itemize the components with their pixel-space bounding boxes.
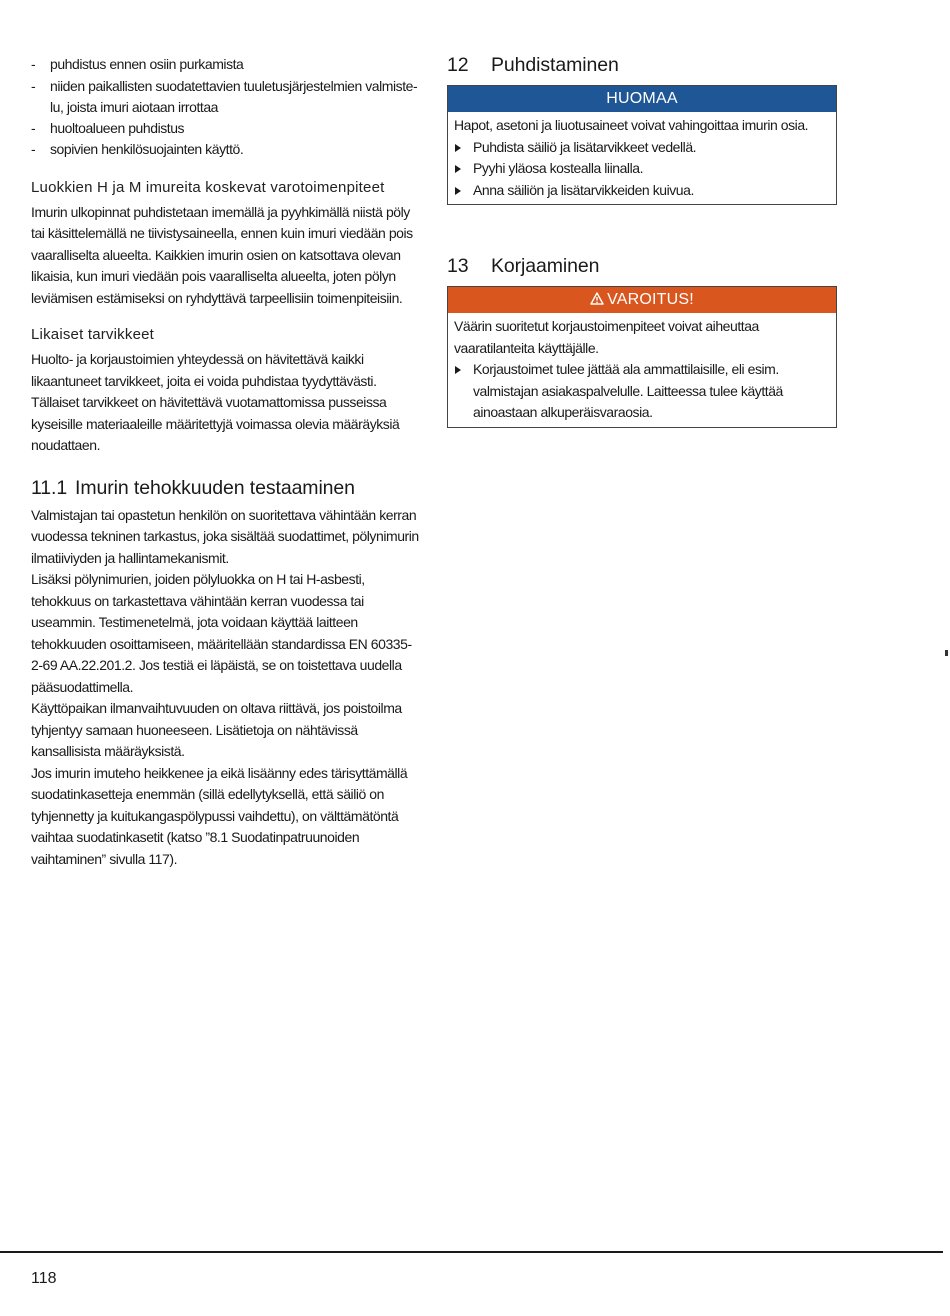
subheading-precautions: Luokkien H ja M imureita koskevat varotoimenpiteet <box>31 178 385 196</box>
list-item <box>454 137 830 159</box>
triangle-bullet-icon <box>455 144 461 152</box>
triangle-bullet-icon <box>455 165 461 173</box>
warning-triangle-icon <box>590 292 604 305</box>
warning-box <box>447 286 837 428</box>
section-number: 11.1 <box>31 476 68 499</box>
note-text: Hapot, asetoni ja liuotusaineet voivat vahingoittaa imurin osia. <box>454 117 809 133</box>
list-item: - puhdistus ennen osiin purkamista <box>31 54 421 76</box>
list-item <box>454 158 830 180</box>
list-item <box>454 359 830 424</box>
warning-header <box>448 287 836 313</box>
list-item: - niiden paikallisten suodatettavien tuuletusjärjestelmien valmiste-lu, joista imuri aiotaan irrottaa <box>31 76 421 118</box>
triangle-bullet-icon <box>455 366 461 374</box>
triangle-bullet-icon <box>455 187 461 195</box>
list-item: - sopivien henkilösuojainten käyttö. <box>31 139 421 161</box>
list-item-text: Anna säiliön ja lisätarvikkeiden kuivua. <box>473 181 694 198</box>
warning-label: VAROITUS! <box>607 291 694 308</box>
list-item-text: Pyyhi yläosa kostealla liinalla. <box>473 160 644 176</box>
paragraph-precautions: Imurin ulkopinnat puhdistetaan imemällä ja pyyhkimällä niistä pöly tai käsittelemällä ne tiivistysaineella, ennen kuin imuri viedään pois vaaralliselta alueelta. Kaikkien imurin osien on katsottava olevan likaisia, kun imuri viedään pois vaaralliselta alueelta, joten pölyn leviämisen estämiseksi on ryhdyttävä tarpeellisiin toimenpiteisiin. <box>31 203 413 306</box>
note-list <box>454 137 830 202</box>
section-number: 13 <box>447 255 469 277</box>
paragraph-inspection: Valmistajan tai opastetun henkilön on suoritettava vähintään kerran vuodessa tekninen tarkastus, joka sisältää suodattimet, pölynimurin ilmatiiviyden ja hallintamekanismit. <box>31 506 419 566</box>
paragraph-dirty-accessories: Huolto- ja korjaustoimien yhteydessä on hävitettävä kaikki likaantuneet tarvikkeet, joita ei voida puhdistaa tyydyttävästi. Tällaiset tarvikkeet on hävitettävä vuotamattomissa pusseissa kyseisille materiaaleille määritettyjä voimassa olevia määräyksiä noudattaen. <box>31 351 400 453</box>
prep-list <box>31 54 421 161</box>
list-item-text: Puhdista säiliö ja lisätarvikkeet vedellä. <box>473 138 697 155</box>
note-box <box>447 85 837 205</box>
section-number: 12 <box>447 54 469 76</box>
right-column <box>447 54 837 428</box>
warning-text: Väärin suoritetut korjaustoimenpiteet voivat aiheuttaa vaaratilanteita käyttäjälle. <box>454 318 759 356</box>
paragraph-ventilation: Käyttöpaikan ilmanvaihtuvuuden on oltava riittävä, jos poistoilma tyhjentyy samaan huoneeseen. Lisätietoja on nähtävissä kansallisista määräyksistä. <box>31 700 402 759</box>
section-heading-11-1 <box>31 477 421 500</box>
section-title: Korjaaminen <box>491 255 600 277</box>
warning-content <box>448 313 836 427</box>
list-item <box>454 180 830 202</box>
list-item-text: Korjaustoimet tulee jättää ala ammattilaisille, eli esim. valmistajan asiakaspalvelulle. Laitteessa tulee käyttää ainoastaan alkuperäisvaraosia. <box>473 361 783 420</box>
footer-divider <box>0 1251 943 1253</box>
paragraph-efficiency: Lisäksi pölynimurien, joiden pölyluokka on H tai H-asbesti, tehokkuus on tarkastettava vähintään kerran vuodessa tai useammin. Testimenetelmä, jota voidaan käyttää laitteen tehokkuuden osoittamiseen, määritellään standardissa EN 60335-2-69 AA.22.201.2. Jos testiä ei läpäistä, se on toistettava uudella pääsuodattimella. <box>31 571 412 695</box>
section-heading-12 <box>447 54 837 77</box>
warning-list <box>454 359 830 424</box>
list-item: - huoltoalueen puhdistus <box>31 118 421 140</box>
left-column <box>31 54 421 870</box>
page-edge-mark <box>945 650 948 656</box>
section-title: Puhdistaminen <box>491 54 619 76</box>
section-title: Imurin tehokkuuden testaaminen <box>75 476 355 499</box>
note-header: HUOMAA <box>448 86 836 112</box>
section-heading-13 <box>447 255 837 278</box>
subheading-dirty-accessories: Likaiset tarvikkeet <box>31 326 155 343</box>
page-number: 118 <box>31 1270 57 1287</box>
note-content <box>448 112 836 204</box>
paragraph-filter-replacement: Jos imurin imuteho heikkenee ja eikä lisäänny edes tärisyttämällä suodatinkasetteja enemmän (sillä edellytyksellä, että säiliö on tyhjennetty ja kuitukangaspölypussi vaihdettu), on välttämätöntä vaihtaa suodatinkasetit (katso ”8.1 Suodatinpatruunoiden vaihtaminen” sivulla 117). <box>31 764 408 867</box>
